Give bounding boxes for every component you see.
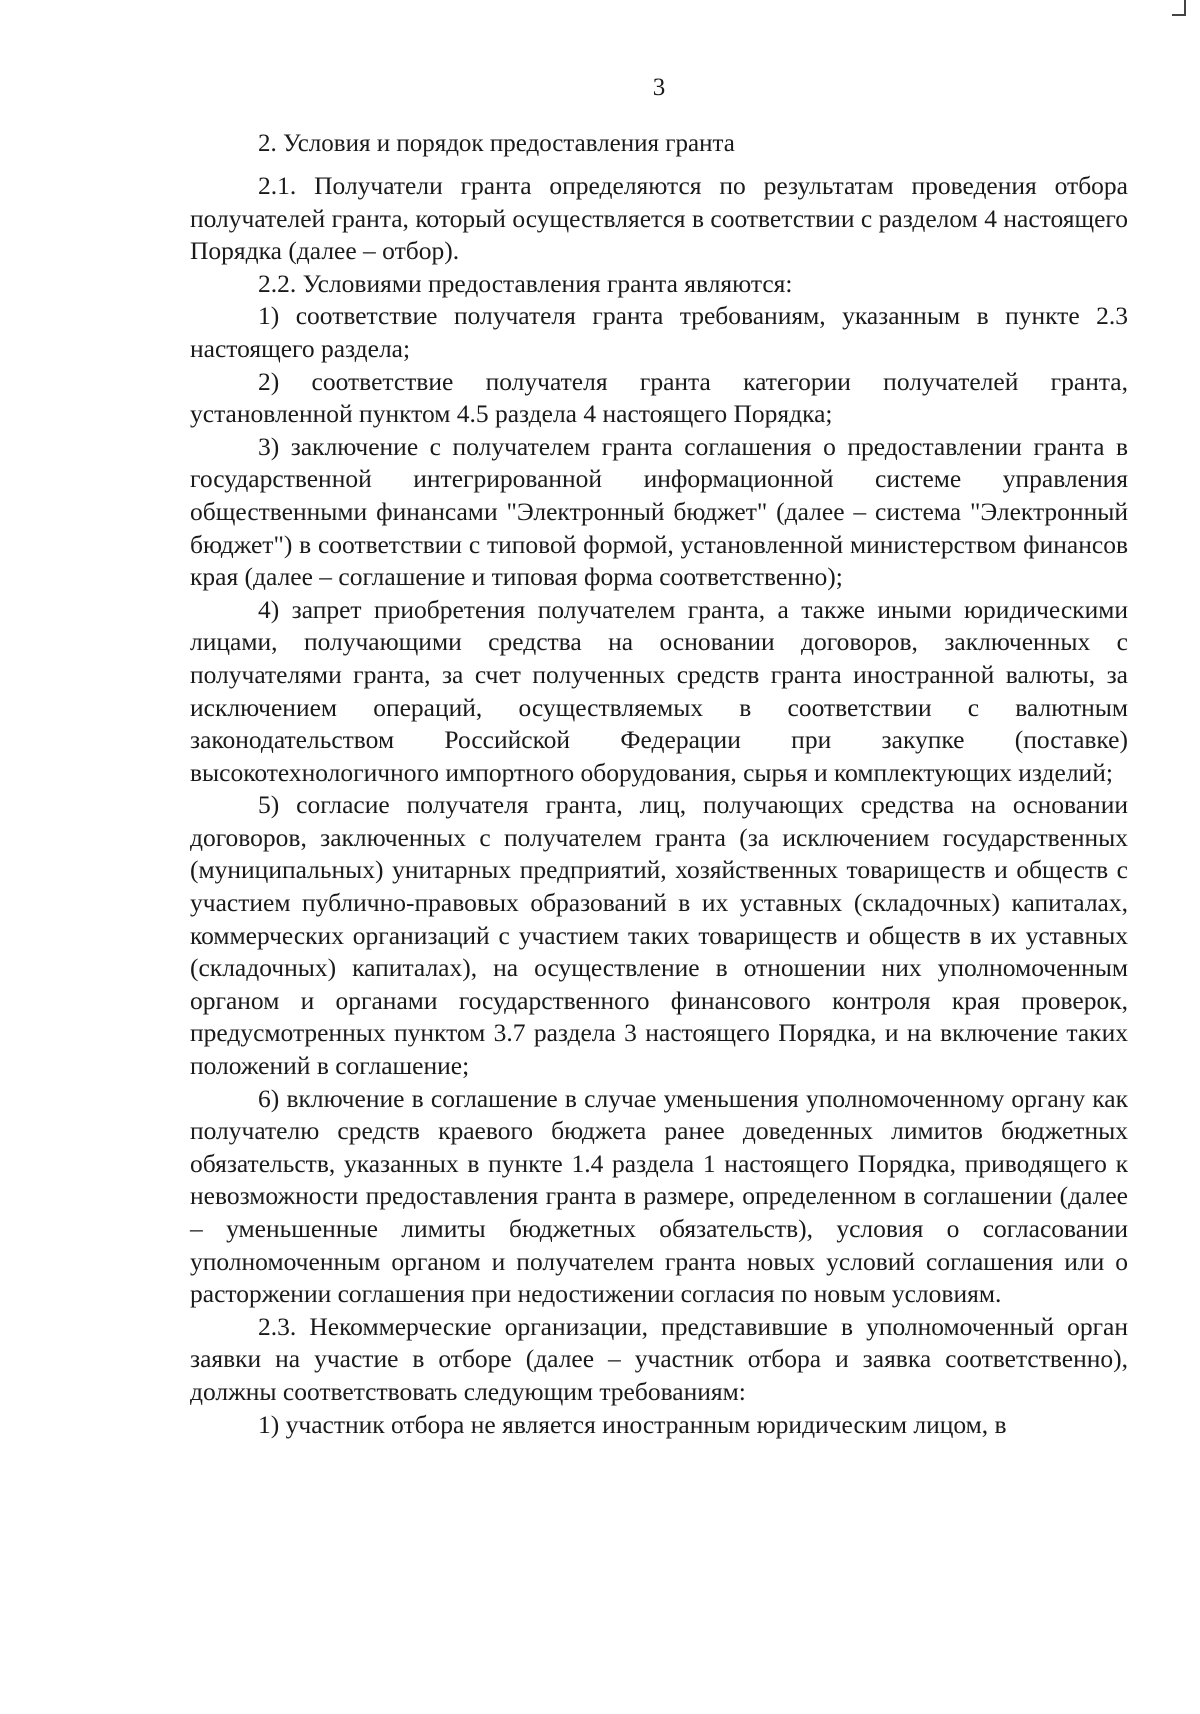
section-heading: 2. Условия и порядок предоставления гранта [258, 130, 735, 157]
paragraph-2-2-item-5: 5) согласие получателя гранта, лиц, получающих средства на основании договоров, заключенных с получателем гранта (за исключением государственных (муниципальных) унитарных предприятий, хозяйственных товариществ и обществ с участием публично-правовых образований в их уставных (складочных) капиталах, коммерческих организаций с участием таких товариществ и обществ в их уставных (складочных) капиталах), на осуществление в отношении них уполномоченным органом и органами государственного финансового контроля края проверок, предусмотренных пунктом 3.7 раздела 3 настоящего Порядка, и на включение таких положений в соглашение; [190, 790, 1128, 1081]
document-page [190, 70, 1128, 1441]
paragraph-2-2-item-3: 3) заключение с получателем гранта соглашения о предоставлении гранта в государственной интегрированной информационной системе управления общественными финансами "Электронный бюджет" (далее – система "Электронный бюджет") в соответствии с типовой формой, установленной министерством финансов края (далее – соглашение и типовая форма соответственно); [190, 431, 1128, 592]
paragraph-2-2-item-4: 4) запрет приобретения получателем гранта, а также иными юридическими лицами, получающими средства на основании договоров, заключенных с получателями гранта, за счет полученных средств гранта иностранной валюты, за исключением операций, осуществляемых в соответствии с валютным законодательством Российской Федерации при закупке (поставке) высокотехнологичного импортного оборудования, сырья и комплектующих изделий; [190, 594, 1128, 787]
paragraph-2-2: 2.2. Условиями предоставления гранта являются: [258, 268, 793, 298]
paragraph-2-2-item-6: 6) включение в соглашение в случае уменьшения уполномоченному органу как получателю средств краевого бюджета ранее доведенных лимитов бюджетных обязательств, указанных в пункте 1.4 раздела 1 настоящего Порядка, приводящего к невозможности предоставления гранта в размере, определенном в соглашении (далее – уменьшенные лимиты бюджетных обязательств), условия о согласовании уполномоченным органом и получателем гранта новых условий соглашения или о расторжении соглашения при недостижении согласия по новым условиям. [190, 1083, 1128, 1309]
page-number: 3 [652, 74, 666, 101]
paragraph-2-3-item-1: 1) участник отбора не является иностранным юридическим лицом, в [258, 1409, 1007, 1439]
paragraph-2-2-item-2: 2) соответствие получателя гранта категории получателей гранта, установленной пунктом 4.5 раздела 4 настоящего Порядка; [190, 366, 1128, 429]
paragraph-2-3: 2.3. Некоммерческие организации, представившие в уполномоченный орган заявки на участие в отборе (далее – участник отбора и заявка соответственно), должны соответствовать следующим требованиям: [190, 1311, 1128, 1406]
paragraph-2-2-item-1: 1) соответствие получателя гранта требованиям, указанным в пункте 2.3 настоящего раздела; [190, 301, 1128, 363]
paragraph-2-1: 2.1. Получатели гранта определяются по результатам проведения отбора получателей гранта, который осуществляется в соответствии с разделом 4 настоящего Порядка (далее – отбор). [190, 171, 1128, 266]
scan-corner-mark [1172, 0, 1186, 16]
